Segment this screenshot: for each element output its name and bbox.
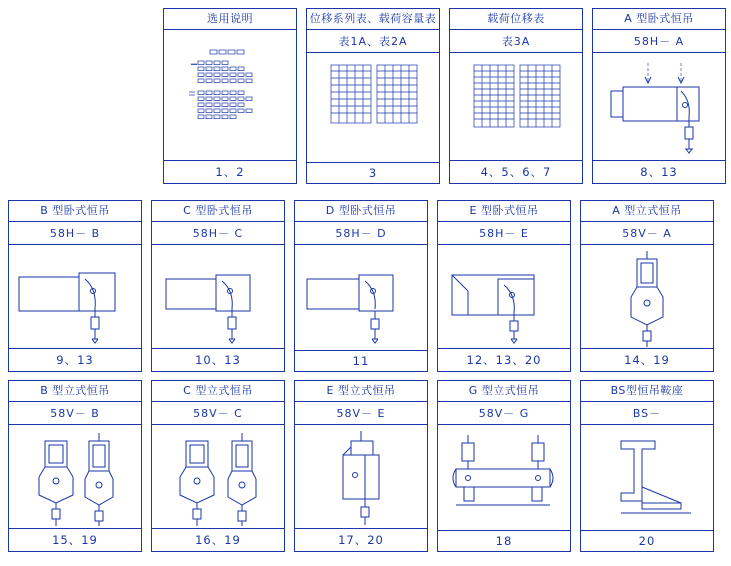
card-title: B 型卧式恒吊 (9, 201, 141, 222)
card-subtitle: 58V－ A (581, 222, 713, 245)
card-type-d-horizontal-hanger[interactable] (294, 200, 428, 372)
card-subtitle: 58H－ C (152, 222, 284, 245)
figure-tables-two (450, 53, 582, 160)
card-row-3 (8, 380, 731, 552)
card-footer: 9、13 (9, 348, 141, 371)
card-type-e-vertical-hanger[interactable] (294, 380, 428, 552)
card-footer: 20 (581, 530, 713, 551)
figure-horizontal-e (438, 245, 570, 348)
card-title: E 型立式恒吊 (295, 381, 427, 402)
card-type-e-horizontal-hanger[interactable] (437, 200, 571, 372)
card-subtitle: 58H－ A (593, 30, 725, 53)
card-footer: 12、13、20 (438, 348, 570, 371)
card-subtitle: 表3A (450, 30, 582, 53)
card-footer: 16、19 (152, 528, 284, 551)
figure-horizontal-c (152, 245, 284, 348)
card-title: A 型立式恒吊 (581, 201, 713, 222)
card-title: G 型立式恒吊 (438, 381, 570, 402)
card-type-c-vertical-hanger[interactable] (151, 380, 285, 552)
card-title: 选用说明 (164, 9, 296, 30)
card-footer: 4、5、6、7 (450, 160, 582, 183)
card-subtitle: 58V－ C (152, 402, 284, 425)
card-subtitle: 58H－ B (9, 222, 141, 245)
card-bs-hanger-saddle[interactable] (580, 380, 714, 552)
card-type-a-horizontal-hanger[interactable] (592, 8, 726, 184)
card-footer: 15、19 (9, 528, 141, 551)
figure-vertical-c (152, 425, 284, 528)
card-footer: 14、19 (581, 348, 713, 371)
svg-text:—: — (191, 60, 197, 68)
card-subtitle: 58V－ G (438, 402, 570, 425)
card-subtitle: 58V－ B (9, 402, 141, 425)
card-footer: 3 (307, 162, 439, 183)
card-title: E 型卧式恒吊 (438, 201, 570, 222)
card-displacement-series-load-capacity[interactable] (306, 8, 440, 184)
card-type-c-horizontal-hanger[interactable] (151, 200, 285, 372)
card-row-1 (163, 8, 731, 184)
card-footer: 1、2 (164, 160, 296, 183)
figure-horizontal-b (9, 245, 141, 348)
figure-vertical-g (438, 425, 570, 530)
card-subtitle: 58H－ E (438, 222, 570, 245)
figure-text-block (164, 30, 296, 160)
card-subtitle: 58V－ E (295, 402, 427, 425)
card-type-g-vertical-hanger[interactable] (437, 380, 571, 552)
figure-saddle (581, 425, 713, 530)
card-subtitle: 表1A、表2A (307, 30, 439, 53)
figure-tables-two (307, 53, 439, 162)
figure-vertical-a (581, 245, 713, 348)
figure-vertical-b (9, 425, 141, 528)
figure-horizontal-a (593, 53, 725, 160)
card-footer: 11 (295, 350, 427, 371)
card-title: BS型恒吊鞍座 (581, 381, 713, 402)
card-subtitle: BS－ (581, 402, 713, 425)
card-title: C 型卧式恒吊 (152, 201, 284, 222)
card-title: A 型卧式恒吊 (593, 9, 725, 30)
card-type-b-horizontal-hanger[interactable] (8, 200, 142, 372)
card-title: B 型立式恒吊 (9, 381, 141, 402)
card-title: 位移系列表、载荷容量表 (307, 9, 439, 30)
card-subtitle: 58H－ D (295, 222, 427, 245)
card-footer: 10、13 (152, 348, 284, 371)
card-footer: 8、13 (593, 160, 725, 183)
card-title: D 型卧式恒吊 (295, 201, 427, 222)
figure-horizontal-d (295, 245, 427, 350)
card-selection-notes[interactable] (163, 8, 297, 184)
card-load-displacement-table[interactable] (449, 8, 583, 184)
card-type-a-vertical-hanger[interactable] (580, 200, 714, 372)
figure-vertical-e (295, 425, 427, 528)
card-type-b-vertical-hanger[interactable] (8, 380, 142, 552)
card-footer: 18 (438, 530, 570, 551)
card-footer: 17、20 (295, 528, 427, 551)
card-title: 载荷位移表 (450, 9, 582, 30)
card-title: C 型立式恒吊 (152, 381, 284, 402)
card-row-2 (8, 200, 731, 372)
